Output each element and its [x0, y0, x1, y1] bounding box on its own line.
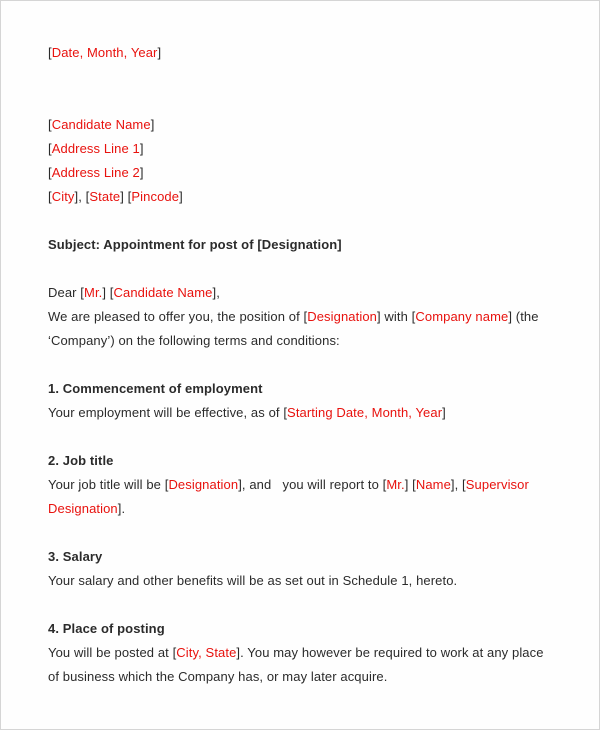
placeholder-text: Candidate Name	[51, 117, 151, 132]
letter-line	[48, 41, 559, 65]
text-segment: ]	[157, 45, 162, 60]
subject-line	[48, 233, 559, 257]
text-segment: ] (the	[508, 309, 539, 324]
letter-line	[48, 665, 559, 689]
text-segment: Your employment will be effective, as of [	[48, 405, 288, 420]
text-segment: [	[48, 165, 52, 180]
placeholder-text: Designation	[168, 477, 239, 492]
placeholder-text: Candidate Name	[113, 285, 213, 300]
text-segment: ],	[212, 285, 220, 300]
placeholder-text: Starting Date, Month, Year	[287, 405, 443, 420]
placeholder-text: Mr.	[84, 285, 103, 300]
text-segment: 3. Salary	[48, 549, 103, 564]
text-segment: ]	[150, 117, 155, 132]
text-segment: ] with [	[377, 309, 416, 324]
placeholder-text: City, State	[176, 645, 237, 660]
placeholder-text: Name	[415, 477, 451, 492]
placeholder-text: State	[89, 189, 121, 204]
letter-line	[48, 449, 559, 473]
section-3-heading	[48, 545, 559, 569]
placeholder-text: Date, Month, Year	[51, 45, 158, 60]
appointment-letter	[1, 1, 599, 689]
letter-line	[48, 569, 559, 593]
letter-line	[48, 305, 559, 329]
section-2-heading	[48, 449, 559, 473]
salutation-and-intro	[48, 281, 559, 353]
letter-line	[48, 497, 559, 521]
text-segment: ]	[442, 405, 446, 420]
letter-line	[48, 329, 559, 353]
text-segment: Your job title will be [	[48, 477, 169, 492]
text-segment: ], [	[450, 477, 466, 492]
letter-line	[48, 233, 559, 257]
text-segment: [	[48, 141, 52, 156]
letter-line	[48, 641, 559, 665]
section-3-body	[48, 569, 559, 593]
text-segment: of business which the Company has, or may later acquire.	[48, 669, 388, 684]
text-segment: 2. Job title	[48, 453, 114, 468]
text-segment: We are pleased to offer you, the position of [	[48, 309, 308, 324]
text-segment: [	[48, 189, 52, 204]
text-segment: ]	[139, 141, 144, 156]
text-segment: [	[48, 117, 52, 132]
placeholder-text: Address Line 2	[51, 165, 140, 180]
text-segment: Your salary and other benefits will be as set out in Schedule 1, hereto.	[48, 573, 458, 588]
letter-line	[48, 617, 559, 641]
text-segment: ]	[139, 165, 144, 180]
section-1-heading	[48, 377, 559, 401]
text-segment: ] [	[404, 477, 416, 492]
placeholder-text: Pincode	[131, 189, 180, 204]
text-segment: ], and you will report to [	[238, 477, 387, 492]
letter-line	[48, 137, 559, 161]
letter-line	[48, 281, 559, 305]
letter-line	[48, 473, 559, 497]
letter-line	[48, 161, 559, 185]
text-segment: 1. Commencement of employment	[48, 381, 263, 396]
text-segment: Dear [	[48, 285, 85, 300]
placeholder-text: Supervisor	[465, 477, 529, 492]
letter-line	[48, 113, 559, 137]
placeholder-text: City	[51, 189, 75, 204]
section-4-body	[48, 641, 559, 689]
placeholder-text: Designation	[307, 309, 377, 324]
letter-line	[48, 401, 559, 425]
text-segment: ], [	[74, 189, 90, 204]
text-segment: Subject: Appointment for post of [Designation]	[48, 237, 342, 252]
section-2-body	[48, 473, 559, 521]
section-1-body	[48, 401, 559, 425]
text-segment: ].	[117, 501, 126, 516]
recipient-address	[48, 113, 559, 209]
text-segment: ‘Company’) on the following terms and conditions:	[48, 333, 340, 348]
placeholder-text: Mr.	[386, 477, 405, 492]
text-segment: 4. Place of posting	[48, 621, 165, 636]
placeholder-text: Address Line 1	[51, 141, 140, 156]
text-segment: ]	[179, 189, 183, 204]
placeholder-text: Company name	[415, 309, 509, 324]
section-4-heading	[48, 617, 559, 641]
letter-line	[48, 545, 559, 569]
text-segment: ] [	[120, 189, 132, 204]
date-line	[48, 41, 559, 65]
text-segment: You will be posted at [	[48, 645, 177, 660]
text-segment: ]. You may however be required to work at any place	[236, 645, 544, 660]
letter-line	[48, 377, 559, 401]
letter-line	[48, 185, 559, 209]
text-segment: ] [	[102, 285, 114, 300]
placeholder-text: Designation	[48, 501, 118, 516]
text-segment: [	[48, 45, 52, 60]
